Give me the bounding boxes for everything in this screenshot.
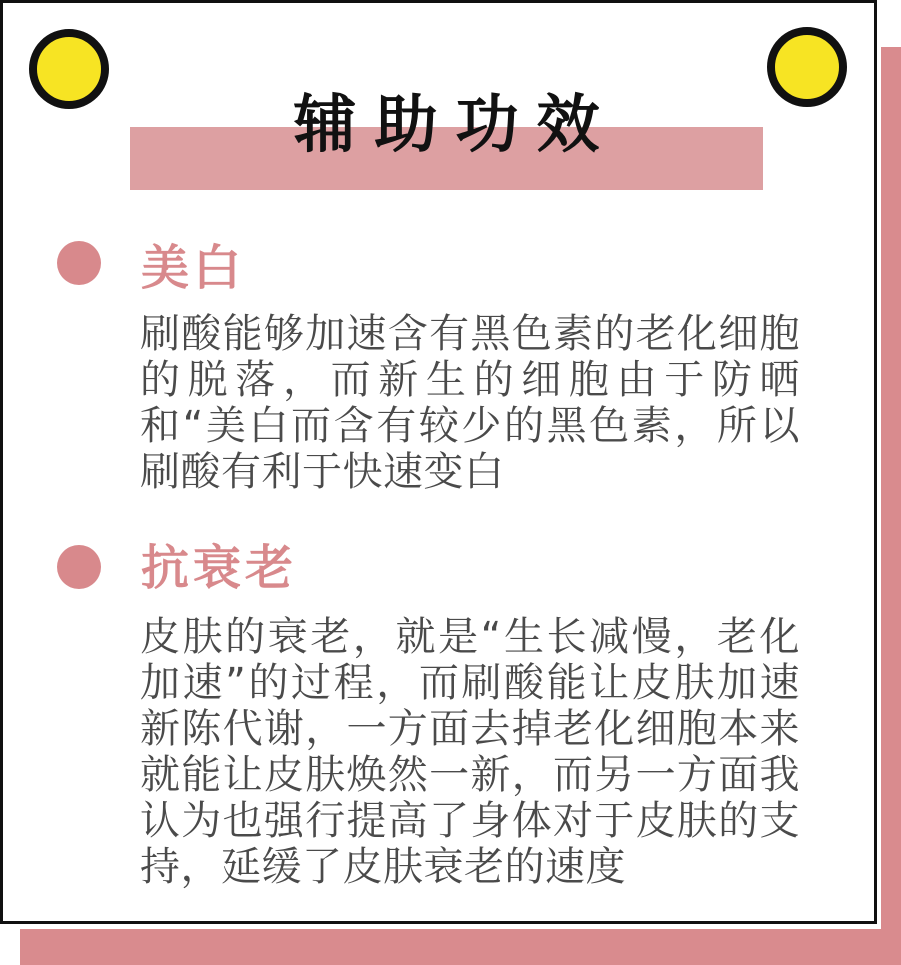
section-body-antiaging: 皮肤的衰老，就是“生长减慢，老化加速”的过程，而刷酸能让皮肤加速新陈代谢，一方面去掉老化细胞本来就能让皮肤焕然一新，而另一方面我认为也强行提高了身体对于皮肤的支持，延缓了皮肤衰老的速度 [140,614,800,890]
yellow-dot-icon [29,29,109,109]
yellow-dot-icon [767,27,847,107]
bullet-dot-icon [57,545,101,589]
bullet-dot-icon [57,241,101,285]
section-heading-antiaging: 抗衰老 [141,540,298,596]
page-title: 辅助功效 [293,88,618,161]
section-heading-whitening: 美白 [141,240,246,296]
section-body-whitening: 刷酸能够加速含有黑色素的老化细胞的脱落，而新生的细胞由于防晒和“美白而含有较少的黑色素，所以刷酸有利于快速变白 [140,311,800,495]
